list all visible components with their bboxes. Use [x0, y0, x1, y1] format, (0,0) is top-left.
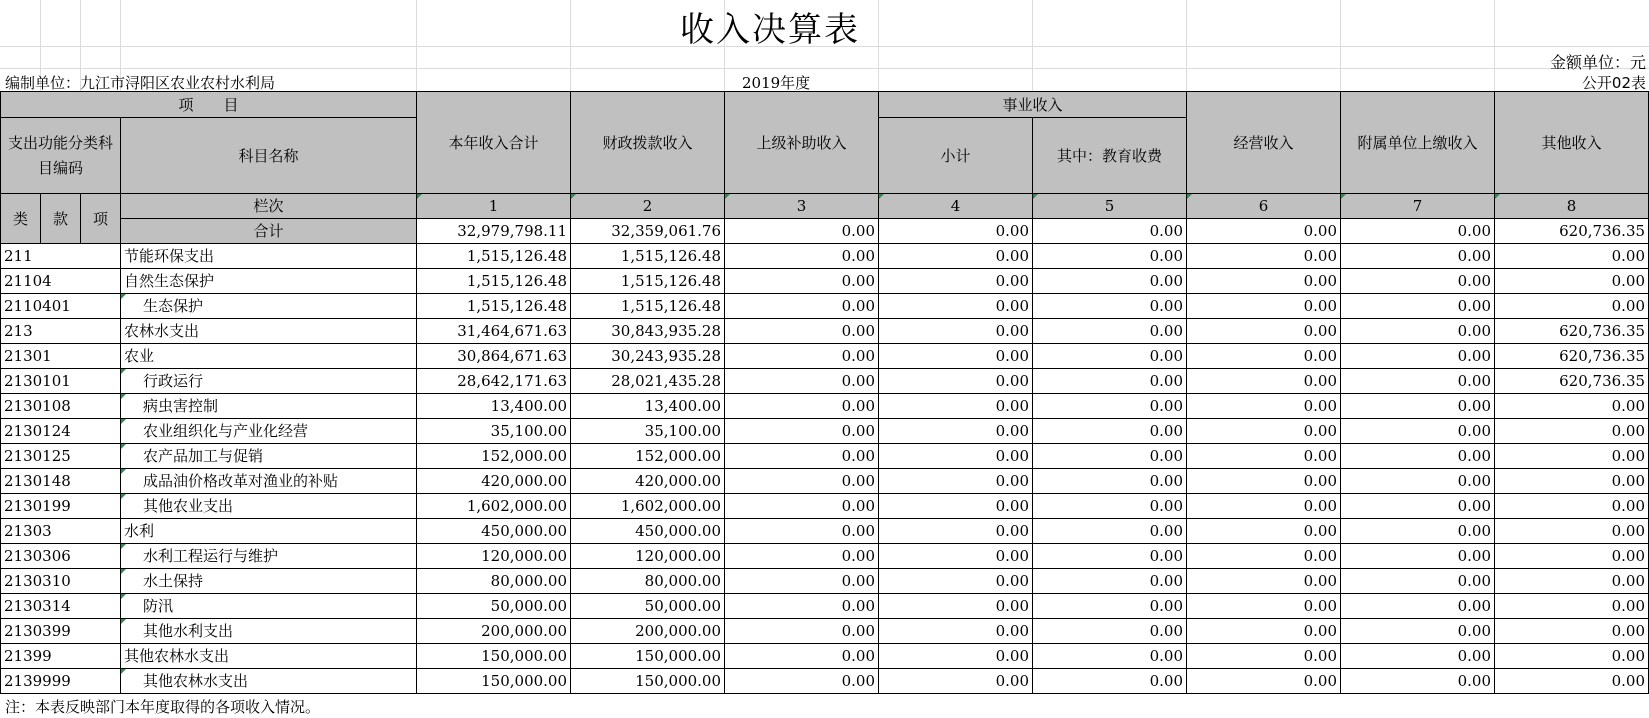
value-cell: 50,000.00 [417, 594, 571, 619]
value-cell: 0.00 [1341, 394, 1495, 419]
value-cell: 0.00 [1187, 469, 1341, 494]
total-value-cell: 620,736.35 [1495, 219, 1649, 244]
value-cell: 0.00 [1187, 394, 1341, 419]
value-cell: 35,100.00 [417, 419, 571, 444]
cell-marker-icon [121, 569, 126, 574]
cell-marker-icon [1495, 194, 1500, 199]
value-cell: 0.00 [1187, 269, 1341, 294]
value-cell: 0.00 [879, 494, 1033, 519]
column-number [879, 194, 1033, 219]
value-cell: 620,736.35 [1495, 369, 1649, 394]
total-value-cell: 0.00 [879, 219, 1033, 244]
cell-marker-icon [417, 194, 422, 199]
organization-label: 编制单位：九江市浔阳区农业农村水利局 [5, 74, 276, 92]
value-cell: 0.00 [879, 344, 1033, 369]
subject-name-text: 农业 [124, 347, 155, 365]
header-business-income: 事业收入 [879, 92, 1187, 118]
value-cell: 1,515,126.48 [417, 269, 571, 294]
header-code-group: 支出功能分类科目编码 [1, 118, 121, 194]
value-cell: 0.00 [879, 569, 1033, 594]
header-item: 项 目 [1, 92, 417, 118]
value-cell: 0.00 [1033, 444, 1187, 469]
value-cell: 50,000.00 [571, 594, 725, 619]
subject-name-cell [121, 269, 417, 294]
value-cell: 0.00 [725, 394, 879, 419]
value-cell: 0.00 [725, 319, 879, 344]
subject-name-cell [121, 419, 417, 444]
subject-name-cell [121, 644, 417, 669]
value-cell: 0.00 [1495, 494, 1649, 519]
subject-code-cell: 2130399 [1, 619, 121, 644]
subject-name-cell [121, 519, 417, 544]
value-cell: 0.00 [879, 544, 1033, 569]
subject-name-text: 生态保护 [143, 297, 204, 315]
subject-name-cell [121, 569, 417, 594]
header-operating: 经营收入 [1187, 92, 1341, 194]
subject-name-cell [121, 594, 417, 619]
table-row [1, 544, 1649, 569]
value-cell: 0.00 [1495, 519, 1649, 544]
footnote: 注：本表反映部门本年度取得的各项收入情况。 [5, 698, 321, 716]
value-cell: 0.00 [1033, 594, 1187, 619]
value-cell: 0.00 [725, 569, 879, 594]
value-cell: 0.00 [1341, 419, 1495, 444]
value-cell: 0.00 [1495, 669, 1649, 694]
cell-marker-icon [725, 194, 730, 199]
value-cell: 0.00 [879, 244, 1033, 269]
value-cell: 0.00 [1033, 544, 1187, 569]
column-number [1341, 194, 1495, 219]
subject-name-cell [121, 494, 417, 519]
value-cell: 0.00 [725, 269, 879, 294]
subject-name-text: 水土保持 [143, 572, 204, 590]
value-cell: 0.00 [725, 244, 879, 269]
value-cell: 0.00 [725, 669, 879, 694]
subject-name-text: 水利工程运行与维护 [143, 547, 279, 565]
value-cell: 450,000.00 [417, 519, 571, 544]
table-row [1, 269, 1649, 294]
value-cell: 1,515,126.48 [417, 294, 571, 319]
table-row [1, 394, 1649, 419]
table-row [1, 369, 1649, 394]
value-cell: 0.00 [1187, 444, 1341, 469]
value-cell: 200,000.00 [571, 619, 725, 644]
value-cell: 1,515,126.48 [571, 244, 725, 269]
value-cell: 0.00 [1033, 669, 1187, 694]
value-cell: 200,000.00 [417, 619, 571, 644]
value-cell: 80,000.00 [571, 569, 725, 594]
value-cell: 30,864,671.63 [417, 344, 571, 369]
value-cell: 0.00 [725, 544, 879, 569]
unit-label: 金额单位：元 [1549, 53, 1646, 72]
header-subtotal: 小计 [879, 118, 1033, 194]
subject-code-cell: 2130125 [1, 444, 121, 469]
header-fiscal: 财政拨款收入 [571, 92, 725, 194]
value-cell: 0.00 [725, 494, 879, 519]
cell-marker-icon [879, 194, 884, 199]
value-cell: 0.00 [879, 444, 1033, 469]
table-row [1, 244, 1649, 269]
value-cell: 0.00 [1033, 294, 1187, 319]
value-cell: 420,000.00 [417, 469, 571, 494]
table-row [1, 494, 1649, 519]
column-number [1033, 194, 1187, 219]
value-cell: 0.00 [1495, 294, 1649, 319]
table-row [1, 294, 1649, 319]
value-cell: 0.00 [1495, 619, 1649, 644]
subject-name-text: 其他农业支出 [143, 497, 234, 515]
subject-code-cell: 2130314 [1, 594, 121, 619]
value-cell: 0.00 [879, 669, 1033, 694]
value-cell: 0.00 [1187, 294, 1341, 319]
value-cell: 30,843,935.28 [571, 319, 725, 344]
total-value-cell: 0.00 [725, 219, 879, 244]
subject-name-cell [121, 444, 417, 469]
value-cell: 0.00 [1187, 594, 1341, 619]
value-cell: 0.00 [879, 269, 1033, 294]
value-cell: 0.00 [1187, 369, 1341, 394]
subject-name-text: 其他农林水支出 [143, 672, 249, 690]
cell-marker-icon [121, 669, 126, 674]
value-cell: 0.00 [879, 369, 1033, 394]
subject-name-cell [121, 294, 417, 319]
table-row [1, 619, 1649, 644]
value-cell: 0.00 [1341, 644, 1495, 669]
subject-name-cell [121, 469, 417, 494]
column-number [1187, 194, 1341, 219]
header-lei: 类 [1, 194, 41, 244]
cell-marker-icon [121, 294, 126, 299]
value-cell: 0.00 [1033, 494, 1187, 519]
subject-name-text: 其他农林水支出 [124, 647, 230, 665]
value-cell: 30,243,935.28 [571, 344, 725, 369]
value-cell: 450,000.00 [571, 519, 725, 544]
column-number-text: 5 [1104, 197, 1115, 215]
subject-code-cell: 21399 [1, 644, 121, 669]
value-cell: 0.00 [1341, 244, 1495, 269]
value-cell: 0.00 [1341, 669, 1495, 694]
value-cell: 0.00 [1033, 519, 1187, 544]
year-label: 2019年度 [742, 74, 811, 92]
value-cell: 0.00 [1187, 619, 1341, 644]
value-cell: 0.00 [1495, 544, 1649, 569]
value-cell: 150,000.00 [571, 644, 725, 669]
value-cell: 0.00 [1033, 244, 1187, 269]
value-cell: 0.00 [879, 644, 1033, 669]
value-cell: 0.00 [1341, 269, 1495, 294]
table-row [1, 469, 1649, 494]
subject-name-cell [121, 319, 417, 344]
subject-code-cell: 2130101 [1, 369, 121, 394]
value-cell: 0.00 [1341, 594, 1495, 619]
value-cell: 0.00 [725, 444, 879, 469]
value-cell: 0.00 [1341, 344, 1495, 369]
value-cell: 35,100.00 [571, 419, 725, 444]
subject-name-text: 自然生态保护 [124, 272, 215, 290]
value-cell: 0.00 [1341, 469, 1495, 494]
value-cell: 0.00 [1495, 469, 1649, 494]
subject-code-cell: 2139999 [1, 669, 121, 694]
gridline [0, 68, 1649, 69]
value-cell: 0.00 [1495, 394, 1649, 419]
value-cell: 1,602,000.00 [571, 494, 725, 519]
header-education-fee: 其中：教育收费 [1033, 118, 1187, 194]
subject-code-cell: 21303 [1, 519, 121, 544]
subject-code-cell: 2130306 [1, 544, 121, 569]
subject-code-cell: 213 [1, 319, 121, 344]
value-cell: 1,602,000.00 [417, 494, 571, 519]
subject-name-text: 防汛 [143, 597, 174, 615]
cell-marker-icon [1187, 194, 1192, 199]
value-cell: 0.00 [879, 294, 1033, 319]
subject-name-cell [121, 369, 417, 394]
value-cell: 0.00 [1033, 619, 1187, 644]
value-cell: 0.00 [1033, 319, 1187, 344]
value-cell: 0.00 [1341, 544, 1495, 569]
subject-name-text: 节能环保支出 [124, 247, 215, 265]
subject-name-text: 成品油价格改革对渔业的补贴 [143, 472, 339, 490]
value-cell: 0.00 [1341, 369, 1495, 394]
total-value-cell: 32,979,798.11 [417, 219, 571, 244]
column-number-text: 7 [1412, 197, 1423, 215]
subject-code-cell: 2130310 [1, 569, 121, 594]
subject-name-text: 行政运行 [143, 372, 204, 390]
value-cell: 0.00 [725, 344, 879, 369]
column-number-text: 3 [796, 197, 807, 215]
value-cell: 0.00 [1187, 569, 1341, 594]
value-cell: 0.00 [1187, 519, 1341, 544]
value-cell: 0.00 [1495, 269, 1649, 294]
subject-name-cell [121, 544, 417, 569]
header-column-order: 栏次 [121, 194, 417, 219]
subject-name-text: 农业组织化与产业化经营 [143, 422, 309, 440]
value-cell: 0.00 [1187, 319, 1341, 344]
cell-marker-icon [121, 394, 126, 399]
total-label: 合计 [121, 219, 417, 244]
total-value-cell: 0.00 [1341, 219, 1495, 244]
subject-name-text: 其他水利支出 [143, 622, 234, 640]
cell-marker-icon [121, 419, 126, 424]
value-cell: 0.00 [1495, 444, 1649, 469]
subject-code-cell: 211 [1, 244, 121, 269]
value-cell: 0.00 [1033, 269, 1187, 294]
value-cell: 152,000.00 [571, 444, 725, 469]
subject-code-cell: 21104 [1, 269, 121, 294]
value-cell: 0.00 [1341, 569, 1495, 594]
cell-marker-icon [121, 469, 126, 474]
value-cell: 150,000.00 [571, 669, 725, 694]
subject-name-text: 农林水支出 [124, 322, 200, 340]
value-cell: 0.00 [879, 319, 1033, 344]
value-cell: 0.00 [1341, 444, 1495, 469]
value-cell: 0.00 [1341, 319, 1495, 344]
value-cell: 0.00 [725, 644, 879, 669]
page-title: 收入决算表 [680, 10, 860, 50]
table-number: 公开02表 [1581, 74, 1646, 92]
header-superior-subsidy: 上级补助收入 [725, 92, 879, 194]
value-cell: 0.00 [1495, 569, 1649, 594]
value-cell: 28,642,171.63 [417, 369, 571, 394]
total-value-cell: 0.00 [1033, 219, 1187, 244]
column-number [725, 194, 879, 219]
value-cell: 13,400.00 [571, 394, 725, 419]
value-cell: 0.00 [1495, 419, 1649, 444]
column-number-text: 8 [1566, 197, 1577, 215]
value-cell: 0.00 [1495, 244, 1649, 269]
value-cell: 0.00 [725, 419, 879, 444]
total-value-cell: 0.00 [1187, 219, 1341, 244]
column-number [417, 194, 571, 219]
value-cell: 0.00 [1033, 369, 1187, 394]
column-number-text: 4 [950, 197, 961, 215]
subject-name-cell [121, 344, 417, 369]
value-cell: 0.00 [1033, 419, 1187, 444]
value-cell: 0.00 [725, 519, 879, 544]
header-total-income: 本年收入合计 [417, 92, 571, 194]
value-cell: 0.00 [1341, 494, 1495, 519]
value-cell: 620,736.35 [1495, 319, 1649, 344]
subject-code-cell: 21301 [1, 344, 121, 369]
value-cell: 0.00 [1033, 469, 1187, 494]
cell-marker-icon [121, 544, 126, 549]
value-cell: 0.00 [1495, 644, 1649, 669]
value-cell: 120,000.00 [417, 544, 571, 569]
value-cell: 0.00 [879, 394, 1033, 419]
column-number [571, 194, 725, 219]
column-number-text: 6 [1258, 197, 1269, 215]
subject-name-cell [121, 669, 417, 694]
subject-code-cell: 2130148 [1, 469, 121, 494]
value-cell: 120,000.00 [571, 544, 725, 569]
cell-marker-icon [121, 444, 126, 449]
table-row [1, 444, 1649, 469]
value-cell: 150,000.00 [417, 644, 571, 669]
value-cell: 152,000.00 [417, 444, 571, 469]
value-cell: 0.00 [1033, 569, 1187, 594]
value-cell: 28,021,435.28 [571, 369, 725, 394]
total-value-cell: 32,359,061.76 [571, 219, 725, 244]
value-cell: 0.00 [879, 469, 1033, 494]
cell-marker-icon [1341, 194, 1346, 199]
subject-name-cell [121, 619, 417, 644]
column-number-text: 2 [642, 197, 653, 215]
table-row [1, 644, 1649, 669]
cell-marker-icon [121, 619, 126, 624]
table-row [1, 344, 1649, 369]
value-cell: 0.00 [1341, 519, 1495, 544]
value-cell: 0.00 [1187, 494, 1341, 519]
value-cell: 0.00 [1341, 619, 1495, 644]
value-cell: 0.00 [725, 619, 879, 644]
value-cell: 0.00 [879, 619, 1033, 644]
header-affiliated: 附属单位上缴收入 [1341, 92, 1495, 194]
value-cell: 0.00 [725, 469, 879, 494]
value-cell: 0.00 [1187, 419, 1341, 444]
subject-code-cell: 2110401 [1, 294, 121, 319]
value-cell: 0.00 [1187, 344, 1341, 369]
value-cell: 0.00 [1033, 644, 1187, 669]
value-cell: 0.00 [725, 294, 879, 319]
value-cell: 1,515,126.48 [571, 294, 725, 319]
value-cell: 0.00 [879, 419, 1033, 444]
table-row [1, 419, 1649, 444]
value-cell: 1,515,126.48 [417, 244, 571, 269]
header-subject-name: 科目名称 [121, 118, 417, 194]
value-cell: 0.00 [1033, 344, 1187, 369]
table-row [1, 594, 1649, 619]
subject-name-text: 农产品加工与促销 [143, 447, 264, 465]
subject-code-cell: 2130199 [1, 494, 121, 519]
value-cell: 31,464,671.63 [417, 319, 571, 344]
value-cell: 0.00 [1187, 244, 1341, 269]
cell-marker-icon [121, 494, 126, 499]
table-row [1, 669, 1649, 694]
value-cell: 0.00 [1495, 594, 1649, 619]
value-cell: 0.00 [1187, 669, 1341, 694]
cell-marker-icon [121, 369, 126, 374]
header-other: 其他收入 [1495, 92, 1649, 194]
column-number [1495, 194, 1649, 219]
value-cell: 0.00 [1187, 544, 1341, 569]
subject-name-cell [121, 244, 417, 269]
table-row [1, 569, 1649, 594]
value-cell: 0.00 [725, 369, 879, 394]
value-cell: 0.00 [1341, 294, 1495, 319]
value-cell: 0.00 [1033, 394, 1187, 419]
subject-name-text: 水利 [124, 522, 155, 540]
value-cell: 1,515,126.48 [571, 269, 725, 294]
subject-code-cell: 2130124 [1, 419, 121, 444]
column-number-text: 1 [488, 197, 499, 215]
value-cell: 0.00 [725, 594, 879, 619]
table-row [1, 319, 1649, 344]
header-xiang: 项 [81, 194, 121, 244]
value-cell: 620,736.35 [1495, 344, 1649, 369]
value-cell: 0.00 [1187, 644, 1341, 669]
value-cell: 0.00 [879, 519, 1033, 544]
table-row [1, 519, 1649, 544]
cell-marker-icon [571, 194, 576, 199]
value-cell: 13,400.00 [417, 394, 571, 419]
cell-marker-icon [121, 594, 126, 599]
cell-marker-icon [1033, 194, 1038, 199]
subject-name-cell [121, 394, 417, 419]
value-cell: 420,000.00 [571, 469, 725, 494]
value-cell: 0.00 [879, 594, 1033, 619]
subject-name-text: 病虫害控制 [143, 397, 219, 415]
subject-code-cell: 2130108 [1, 394, 121, 419]
value-cell: 150,000.00 [417, 669, 571, 694]
value-cell: 80,000.00 [417, 569, 571, 594]
income-table [0, 91, 1649, 694]
header-kuan: 款 [41, 194, 81, 244]
